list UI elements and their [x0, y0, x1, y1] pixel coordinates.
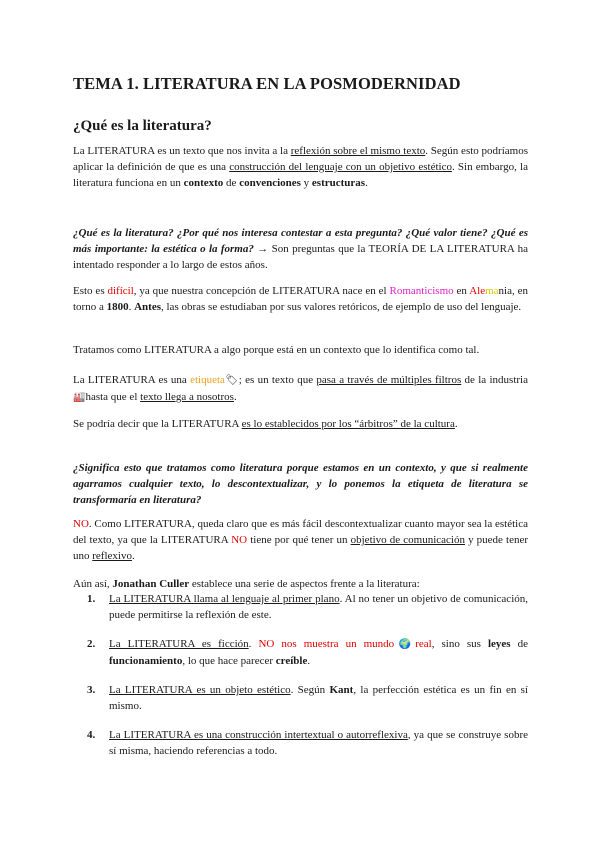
list-number: 4.: [87, 729, 96, 741]
underlined-text: reflexivo: [92, 550, 132, 562]
question-paragraph-2: ¿Significa esto que tratamos como literatura porque estamos en un contexto, y que si realmente agarramos cualquier texto, lo descontextualizar, y lo ponemos la etiqueta de literatura se transformaría en literatura?: [73, 462, 528, 506]
answer-paragraph: [73, 516, 528, 564]
history-paragraph: [73, 283, 528, 315]
underlined-text: La LITERATURA llama al lenguaje al primer plano: [109, 593, 340, 605]
list-number: 1.: [87, 593, 96, 605]
text-run: de: [510, 638, 529, 650]
text-run: de la industria: [461, 374, 528, 386]
flag-colored-text: ma: [485, 285, 499, 297]
text-run: .: [248, 638, 259, 650]
text-run: .: [454, 418, 458, 430]
text-run: , las obras se estudiaban por sus valores retóricos, de ejemplo de uso del lenguaje.: [161, 301, 522, 313]
list-number: 3.: [87, 684, 96, 696]
text-run: , la perfección estética es un fin en sí mismo.: [109, 684, 528, 712]
section-heading: ¿Qué es la literatura?: [73, 118, 212, 134]
list-number: 2.: [87, 638, 96, 650]
text-run: Son preguntas que la TEORÍA DE LA LITERATURA ha intentado responder a lo largo de estos años.: [73, 243, 529, 271]
text-run: Aún así,: [73, 578, 113, 590]
highlighted-text: NO: [73, 518, 89, 530]
highlighted-text: Romanticismo: [389, 285, 454, 297]
highlighted-text: NO: [231, 534, 248, 546]
flag-colored-text: Ale: [469, 285, 486, 297]
underlined-text: texto llega a nosotros: [140, 391, 234, 403]
bold-text: Antes: [134, 301, 161, 313]
tag-icon: 🏷: [224, 375, 239, 386]
bold-text: creíble: [275, 655, 308, 667]
text-run: .: [128, 301, 135, 313]
text-run: de: [223, 177, 240, 189]
underlined-text: La LITERATURA es un objeto estético: [109, 684, 291, 696]
list-item: [73, 591, 528, 623]
text-run: , ya que nuestra concepción de LITERATURA nace en el: [133, 285, 390, 297]
page-title: TEMA 1. LITERATURA EN LA POSMODERNIDAD: [73, 74, 461, 93]
text-run: Esto es: [73, 285, 108, 297]
text-run: y: [300, 177, 312, 189]
bold-text: Jonathan Culler: [112, 578, 190, 590]
text-run: . Según: [290, 684, 330, 696]
highlighted-text: NO nos muestra un mundo: [258, 638, 395, 650]
list-item: [73, 636, 528, 669]
text-run: La LITERATURA es un texto que nos invita a la: [73, 145, 291, 157]
arbiters-paragraph: [73, 416, 528, 432]
text-run: La LITERATURA es una: [73, 374, 191, 386]
text-run: ; es un texto que: [238, 374, 317, 386]
list-item: [73, 727, 528, 759]
text-run: , ya que se construye sobre sí misma, haciendo referencias a todo.: [109, 729, 528, 757]
underlined-text: construcción del lenguaje con un objetivo estético: [229, 161, 452, 173]
highlighted-text: difícil: [107, 285, 134, 297]
globe-icon: 🌍: [394, 639, 416, 650]
list-item: [73, 682, 528, 714]
context-paragraph: Tratamos como LITERATURA a algo porque está en un contexto que lo identifica como tal.: [73, 344, 480, 356]
question-text: ¿Qué es la literatura? ¿Por qué nos interesa contestar a esta pregunta? ¿Qué valor tiene? ¿Qué es más importante: la estética o la forma?: [73, 227, 528, 255]
text-run: y puede tener uno: [73, 534, 529, 562]
bold-text: 1800: [106, 301, 129, 313]
text-run: nia, en torno a: [73, 285, 528, 313]
underlined-text: La LITERATURA es una construcción intertextual o autorreflexiva: [109, 729, 408, 741]
underlined-text: objetivo de comunicación: [350, 534, 465, 546]
highlighted-text: real: [415, 638, 432, 650]
arrow-icon: →: [253, 243, 272, 255]
underlined-text: pasa a través de múltiples filtros: [316, 374, 462, 386]
culler-paragraph: [73, 576, 528, 592]
text-run: .: [233, 391, 237, 403]
text-run: .: [131, 550, 135, 562]
factory-icon: 🏭: [73, 392, 86, 403]
text-run: . Sin embargo, la literatura funciona en un: [73, 161, 528, 189]
bold-text: estructuras: [311, 177, 366, 189]
text-run: . Como LITERATURA, queda claro que es más fácil descontextualizar cuanto mayor sea la estética del texto, ya que la LITERATURA: [73, 518, 528, 546]
intro-paragraph: [73, 143, 528, 191]
underlined-text: reflexión sobre el mismo texto: [290, 145, 426, 157]
text-run: Se podría decir que la LITERATURA: [73, 418, 242, 430]
text-run: , sino sus: [431, 638, 488, 650]
underlined-text: La LITERATURA es ficción: [109, 638, 249, 650]
bold-text: contexto: [183, 177, 224, 189]
highlighted-text: etiqueta: [190, 374, 225, 386]
aspects-list: [73, 591, 528, 759]
label-paragraph: [73, 372, 528, 406]
bold-text: convenciones: [239, 177, 301, 189]
text-run: tiene por qué tener un: [247, 534, 351, 546]
text-run: .: [307, 655, 311, 667]
bold-text: leyes: [487, 638, 511, 650]
text-run: . Según esto podríamos aplicar la definición de que es una: [73, 145, 528, 173]
text-run: hasta que el: [85, 391, 141, 403]
text-run: en: [453, 285, 470, 297]
underlined-text: es lo establecidos por los “árbitros” de la cultura: [241, 418, 455, 430]
text-run: .: [365, 177, 368, 189]
bold-text: funcionamiento: [109, 655, 183, 667]
bold-text: Kant: [329, 684, 354, 696]
question-paragraph: [73, 225, 528, 273]
text-run: . Al no tener un objetivo de comunicación, puede permitirse la reflexión de este.: [109, 593, 529, 621]
text-run: establece una serie de aspectos frente a la literatura:: [189, 578, 420, 590]
text-run: , lo que hace parecer: [182, 655, 276, 667]
